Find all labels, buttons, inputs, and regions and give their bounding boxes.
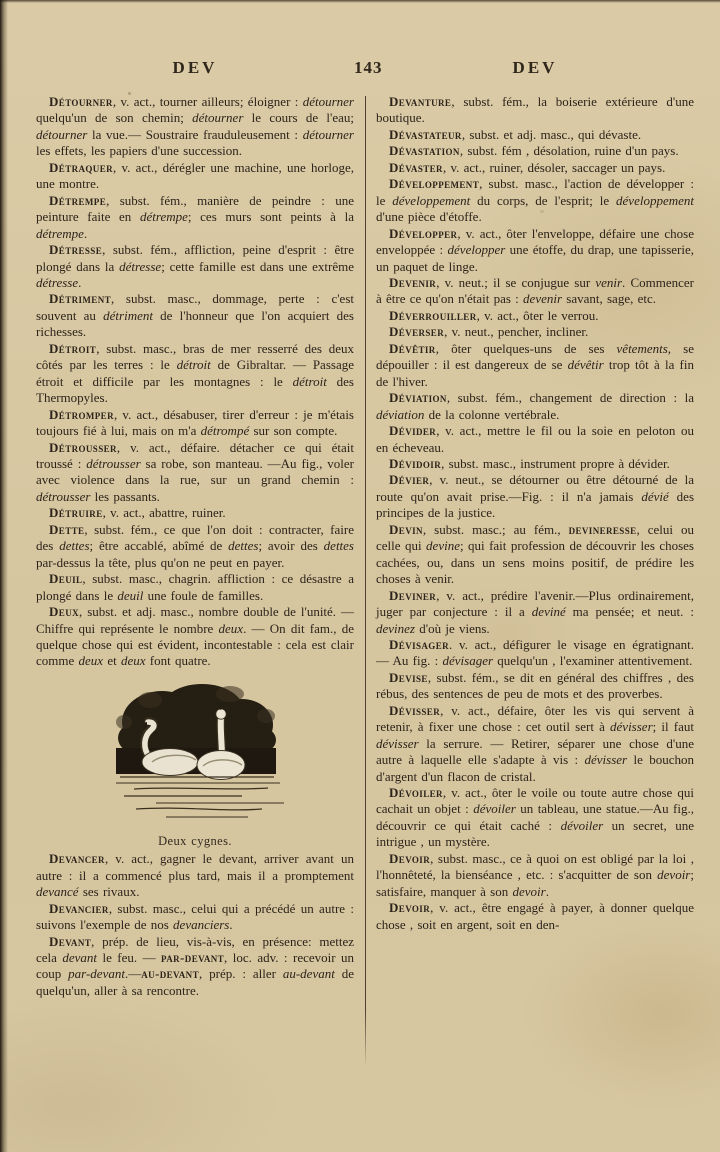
text-run: quelqu'un , l'examiner attentivement. [493,653,693,669]
text-run: une foule de familles. [143,587,264,603]
text-run: détourner [302,94,354,109]
paper-speck [128,92,131,95]
text-run: un tableau, une statue.—Au fig., découvrir ce qui était caché : [376,801,694,833]
headword: Devoir [389,900,431,916]
text-run: détrempe [139,209,188,225]
text-run: devinez [376,620,415,636]
text-run: deviné [531,604,566,620]
headword: Dévider [389,423,437,439]
text-run: , se dépouiller : il est dangereux de se [376,340,694,373]
headword: Devant [49,933,92,949]
text-run: dévié [641,488,669,504]
text-run: devenir [523,291,563,307]
text-run: , v. neut., pencher, incliner. [444,324,589,340]
text-run: deux [218,620,244,636]
text-run: font quatre. [145,653,211,669]
headword: Dévastation [389,143,460,159]
text-run: sur son compte. [249,423,338,439]
text-run: , v. act., ôter le voile ou toute autre chose qui cachait un objet : [376,785,694,817]
paper-speck [60,990,63,993]
text-run: les effets, les papiers d'une succession. [36,143,243,159]
dictionary-entry [36,901,354,934]
text-run: . [229,917,233,933]
text-run: détourner [192,110,244,126]
text-run: , ôter quelques-uns de ses [435,340,617,356]
dictionary-entry [376,423,694,456]
dictionary-entry [36,440,354,506]
left-column-entries-top [36,94,354,670]
dictionary-entry [36,522,354,571]
text-run: dettes [228,538,259,554]
text-run: . — On dit fam., de quelque chose qui est évident, incontestable : cela est clair comme [36,620,354,669]
text-run: , v. act., ruiner, désoler, saccager un pays. [442,159,666,175]
paper-speck [540,210,544,213]
swan-illustration [88,678,303,849]
text-run: , v. act., défaire, ôter les vis qui servent à retenir, à fixer une chose : cet outil sert à [376,702,694,735]
headword: Développer [389,225,458,241]
scan-left-edge [0,0,8,1152]
text-run: , subst. fém., affliction, peine d'esprit : être plongé dans la [36,242,354,274]
text-run: , v. act., prédire l'avenir.—Plus ordinairement, juger par conjecture : il a [376,587,694,620]
headword: Dévastateur [389,126,462,142]
text-run: détriment [103,307,153,323]
text-run: , subst. masc., dommage, perte : c'est souvent au [36,291,354,323]
text-run: , v. act., gagner le devant, arriver avant un autre : il a commencé plus tard, mais il a promptement [36,851,354,883]
text-run: , subst. masc., bras de mer resserré des deux côtés par les terres : le [36,340,354,373]
figure-caption: Deux cygnes. [158,833,232,848]
text-run: dévisser [584,752,628,768]
headword: Déverrouiller [389,307,477,323]
headword: Détriment [49,291,111,307]
text-run: , subst. masc., chagrin. affliction : ce désastre a plongé dans le [36,571,354,603]
text-run: détresse [119,258,162,274]
text-run: dettes [59,538,90,554]
dictionary-entry [376,324,694,340]
text-run: , v. act., ôter le verrou. [476,307,599,323]
text-run: vêtements [616,340,668,356]
dictionary-entry [376,341,694,390]
text-run: , v. act., dérégler une machine, une horloge, une montre. [36,159,354,192]
dictionary-entry [36,604,354,670]
dictionary-entry [376,226,694,275]
text-run: devant [62,950,98,966]
scan-top-edge [0,0,720,3]
column-divider [365,96,366,1068]
headword: Détroit [49,340,97,356]
dictionary-entry [376,456,694,472]
dictionary-entry [36,94,354,160]
running-head [0,0,720,94]
text-run: des principes de la justice. [376,488,694,521]
headword: Dévier [389,472,430,488]
headword: Devoir [389,850,431,866]
text-run: les passants. [90,488,160,504]
text-run: deux [78,653,104,669]
text-run: ; il faut [652,719,694,735]
text-run: par-devant [161,950,225,966]
text-run: développer [447,242,506,258]
text-run: un secret, une intrigue , un mystère. [376,817,694,850]
text-run: dévisser [376,735,419,751]
text-run: dévisser [610,719,653,735]
text-run: , prép. : aller [198,966,283,982]
text-run: ; être accablé, abîmé de [89,538,229,554]
text-run: , subst. masc., l'action de développer : le [376,176,694,208]
text-run: du corps, de l'esprit; le [470,192,617,208]
text-run: quelqu'un de son chemin; [36,110,193,126]
text-run: développement [616,192,694,208]
text-run: détroit [292,373,327,389]
text-run: , prép. de lieu, vis-à-vis, en présence: mettez cela [36,933,354,966]
dictionary-entry [376,522,694,588]
dictionary-entry [376,308,694,324]
dictionary-entry [376,851,694,900]
text-run: , subst. masc.; au fém., [422,521,569,537]
dictionary-entry [36,407,354,440]
text-run: au-devant [282,966,335,982]
text-run: .— [124,966,142,982]
text-run: devoir [512,883,546,899]
text-run: devanciers [173,917,230,933]
headword: Détruire [49,505,103,521]
text-run: , subst. fém , désolation, ruine d'un pays. [459,143,679,159]
text-run: , v. act., défaire. détacher ce qui était troussé : [36,439,354,471]
text-run: par-dessus la tête, plus qu'on ne peut en payer. [36,554,285,570]
text-run: de la colonne vertébrale. [424,406,560,422]
headword: Détourner [49,94,113,109]
headword: Détrousser [49,439,117,455]
dictionary-entry [376,703,694,785]
text-run: , loc. adv. : recevoir un coup [36,950,355,982]
running-head-right: DEV [512,58,558,77]
text-columns [0,94,720,1068]
headword: Deviner [389,587,437,603]
dictionary-entry [376,127,694,143]
dictionary-entry [36,291,354,340]
text-run: devoir [657,867,691,883]
text-run: , v. act., tourner ailleurs; éloigner : [112,94,303,109]
text-run: devancé [36,884,79,900]
text-run: détrempe [36,225,84,241]
text-run: , v. act., abattre, ruiner. [102,505,226,521]
text-run: dettes [323,538,354,554]
dictionary-entry [376,472,694,521]
right-column [376,94,694,1068]
text-run: une étoffe, du drap, une tapisserie, un paquet de linge. [376,242,694,274]
text-run: de l'honneur que l'on acquiert des richesses. [36,307,354,340]
text-run: sa robe, son manteau. —Au fig., voler avec violence dans la rue, sur un grand chemin : [36,455,355,488]
text-run: , subst. masc., celui qui a précédé un autre : suivons l'exemple de nos [36,900,354,933]
text-run: . [545,883,549,899]
headword: Dévaster [389,159,443,175]
page-number: 143 [354,58,383,77]
text-run: la serrure. — Retirer, séparer une chose d'une autre à laquelle elle s'adapte à vis : [376,735,694,768]
headword: Déviation [389,390,447,406]
headword: Déverser [389,324,445,340]
headword: Devise [389,669,428,685]
text-run: , celui ou celle qui [376,521,695,554]
text-run: , v. neut.; il se conjugue sur [436,274,596,290]
text-run: savant, sage, etc. [562,291,656,307]
text-run: développement [392,192,471,208]
text-run: d'une pièce d'étoffe. [376,209,482,225]
dictionary-entry [36,934,354,1000]
headword: Devanture [389,94,452,109]
dictionary-entry [36,341,354,407]
text-run: ; cette famille est dans une extrême [161,258,354,274]
dictionary-entry [376,275,694,308]
text-run: ma pensée; et neut. : [565,604,694,620]
text-run: . v. act., défigurer le visage en égratignant. — Au fig. : [376,636,694,669]
text-run: trop tôt à la fin de l'hiver. [376,357,694,389]
text-run: d'où je viens. [414,620,490,636]
text-run: détourner [302,126,354,142]
headword: Dévidoir [389,455,442,471]
text-run: détrousser [86,455,141,471]
text-run: ; qui fait profession de découvrir les choses cachées, ou, dans un sens moins positif, de prédire les choses à venir. [376,538,694,587]
text-run: le feu. — [97,950,162,966]
text-run: dévoiler [473,801,516,817]
text-run: devineresse [568,521,637,537]
paper-speck [680,760,683,764]
text-run: le cours de l'eau; [243,110,354,126]
text-run: la vue.— Soustraire frauduleusement : [87,126,303,142]
headword: Détrempe [49,192,107,208]
text-run: , v. act., ôter l'enveloppe, défaire une chose enveloppée : [376,225,694,258]
text-run: . [83,225,88,241]
dictionary-entry [376,160,694,176]
headword: Devin [389,521,423,537]
headword: Devenir [389,274,437,290]
water-lines [116,777,284,817]
text-run: devine [426,538,460,554]
headword: Détresse [49,242,103,258]
dictionary-entry [376,637,694,670]
text-run: ; satisfaire, manquer à son [376,867,694,899]
running-head-left: DEV [172,58,218,77]
text-run: , subst. fém., se dit en général des chiffres , des rébus, des sentences de peu de mots et des proverbes. [376,669,694,702]
text-run: détresse [36,274,79,290]
text-run: de Gibraltar. — Passage étroit et difficile par les montagnes : le [36,357,354,389]
headword: Devancer [49,851,105,867]
text-run: dévoiler [560,817,604,833]
headword: Dette [49,521,85,537]
headword: Deux [49,604,79,620]
text-run: , subst. et adj. masc., qui dévaste. [461,126,642,142]
text-run: au-devant [141,966,199,982]
text-run: détrompé [200,423,250,439]
headword: Dévoiler [389,785,443,801]
text-run: , subst. fém., ce que l'on doit : contracter, faire des [36,521,354,554]
dictionary-entry [376,785,694,851]
dictionary-entry [376,94,694,127]
text-run: , subst. fém., la boiserie extérieure d'une boutique. [376,94,694,126]
text-run: , v. act., mettre le fil ou la soie en peloton ou en écheveau. [376,423,694,455]
left-column [36,94,354,1068]
dictionary-entry [36,160,354,193]
text-run: par-devant [68,966,125,982]
text-run: le bouchon d'argent d'un flacon de cristal. [376,752,694,784]
text-run: venir [595,274,623,290]
text-run: . Commencer à être ce qu'on n'était pas : [376,274,694,307]
swans-engraving [90,678,300,826]
text-run: , subst. masc., instrument propre à dévider. [441,455,670,471]
text-run: , subst. masc., ce à quoi on est obligé par la loi , l'honnêteté, la bienséance , etc. : s'acquitter de son [376,850,694,883]
dictionary-entry [36,571,354,604]
dictionary-entry [376,588,694,637]
dictionary-entry [376,670,694,703]
text-run: ses rivaux. [78,884,140,900]
text-run: deuil [117,587,144,603]
text-run: et [103,653,121,669]
headword: Développement [389,176,480,192]
headword: Détraquer [49,159,113,175]
dictionary-entry [376,900,694,933]
text-run: dévêtir [567,357,604,373]
text-run: détroit [176,357,211,373]
dictionary-entry [376,390,694,423]
text-run: ; avoir des [258,538,324,554]
text-run: deux [120,653,146,669]
dictionary-entry [376,143,694,159]
text-run: ; ces murs sont peints à la [187,209,354,225]
text-run: , v. act., être engagé à payer, à donner quelque chose , soit en argent, soit en den- [376,900,694,932]
text-run: , subst. fém., manière de peindre : une peinture faite en [36,192,354,225]
headword: Devancier [49,900,109,916]
text-run: détrousser [36,488,91,504]
dictionary-entry [36,505,354,521]
text-run: de quelqu'un, aller à sa rencontre. [36,966,354,998]
text-run: déviation [376,406,425,422]
headword: Dévisser [389,702,441,718]
headword: Dévêtir [389,340,436,356]
dictionary-entry [376,176,694,225]
dictionary-entry [36,851,354,900]
headword: Deuil [49,571,83,587]
text-run: , v. neut., se détourner ou être détourné de la route qu'on avait prise.—Fig. : il n'a jamais [376,472,694,504]
text-run: dévisager [442,653,494,669]
headword: Dévisager [389,636,450,652]
text-run: , subst. fém., changement de direction : la [446,390,694,406]
text-run: des Thermopyles. [36,373,354,406]
text-run: , subst. et adj. masc., nombre double de l'unité. — Chiffre qui représente le nombre [36,604,354,636]
dictionary-entry [36,193,354,242]
text-run: , v. act., désabuser, tirer d'erreur : je m'étais toujours fié à lui, mais on m'a [36,406,354,439]
text-run: . [78,274,82,290]
text-run: détourner [36,126,88,142]
dictionary-entry [36,242,354,291]
headword: Détromper [49,406,114,422]
left-column-entries-bottom [36,851,354,999]
